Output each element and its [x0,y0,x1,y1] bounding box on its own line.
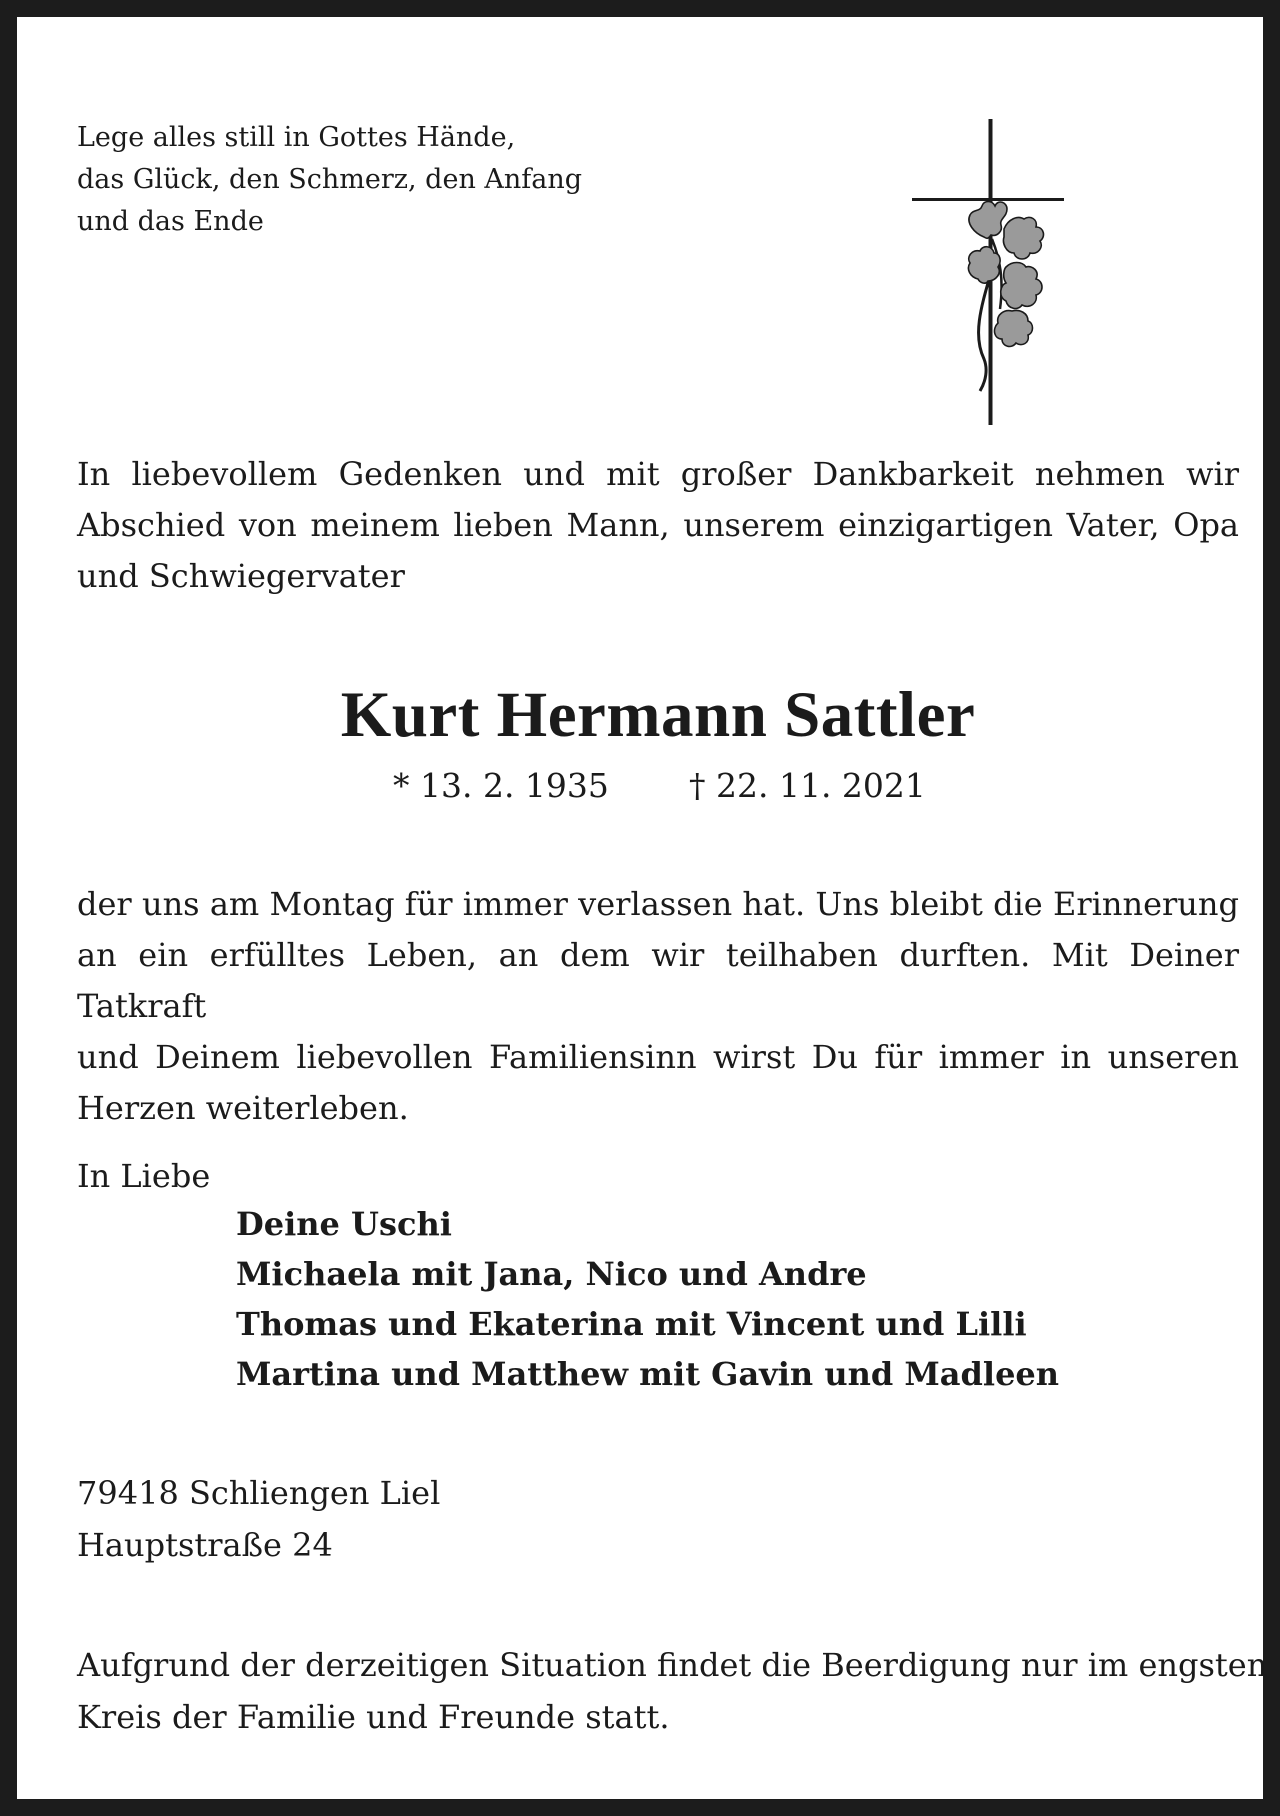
motto-line: Lege alles still in Gottes Hände, [77,122,516,153]
notice-line: Kreis der Familie und Freunde statt. [77,1698,670,1736]
notice-line: Aufgrund der derzeitigen Situation findet die Beerdigung nur im engsten [77,1646,1268,1684]
memory-paragraph [77,879,1239,1134]
intro-line: Abschied von meinem lieben Mann, unserem einzigartigen Vater, Opa [77,506,1239,544]
cross-with-oak-leaves-icon [912,119,1072,425]
motto-line: das Glück, den Schmerz, den Anfang [77,164,583,195]
signer-name: Martina und Matthew mit Gavin und Madleen [236,1355,1060,1393]
deceased-name: Kurt Hermann Sattler [340,679,976,751]
salutation: In Liebe [77,1157,211,1195]
signer-name: Thomas und Ekaterina mit Vincent und Lilli [236,1305,1027,1343]
memory-line: an ein erfülltes Leben, an dem wir teilhaben durften. Mit Deiner Tatkraft [77,936,1239,1025]
birth-date: * 13. 2. 1935 [393,766,609,805]
memory-line: Herzen weiterleben. [77,1089,409,1127]
signer-name: Michaela mit Jana, Nico und Andre [236,1255,867,1293]
intro-line: und Schwiegervater [77,557,405,595]
motto-verse [77,117,637,243]
intro-paragraph [77,449,1239,602]
address-street: Hauptstraße 24 [77,1526,333,1564]
memory-line: und Deinem liebevollen Familiensinn wirst Du für immer in unseren [77,1038,1239,1076]
address-city: 79418 Schliengen Liel [77,1474,441,1512]
funeral-notice [77,1639,1268,1743]
signer-name: Deine Uschi [236,1205,452,1243]
death-date: † 22. 11. 2021 [689,766,926,805]
intro-line: In liebevollem Gedenken und mit großer Dankbarkeit nehmen wir [77,455,1239,493]
memory-line: der uns am Montag für immer verlassen hat. Uns bleibt die Erinnerung [77,885,1239,923]
family-address [77,1467,440,1571]
signers-list [236,1199,1059,1399]
motto-line: und das Ende [77,206,264,237]
